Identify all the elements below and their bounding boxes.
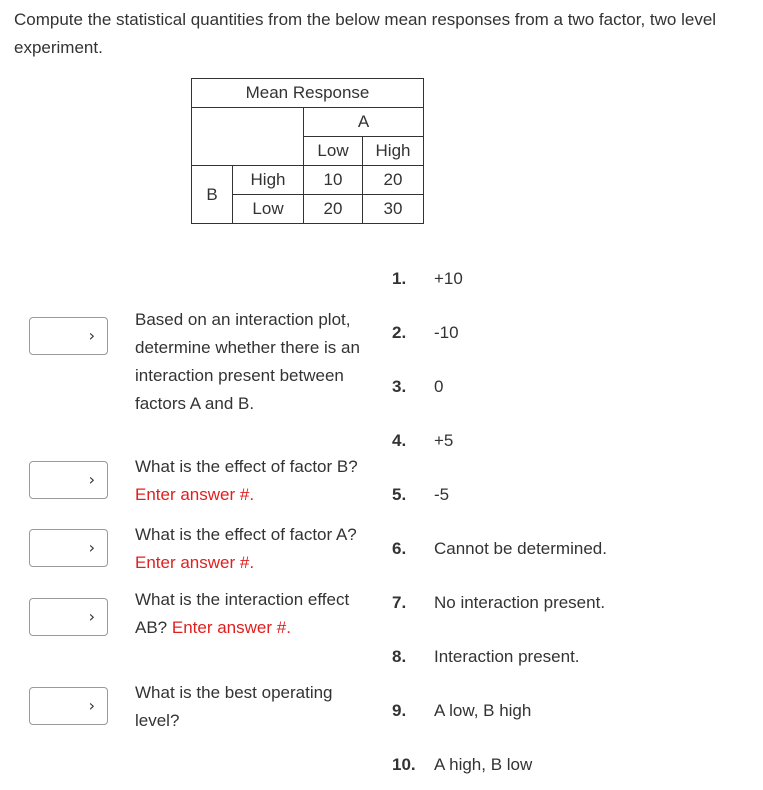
option-label: Cannot be determined. — [434, 539, 607, 558]
question-effect-a — [135, 521, 360, 577]
cell-b-high-a-low: 10 — [304, 166, 363, 195]
cell-b-low-a-high: 30 — [363, 195, 424, 224]
question-hint: Enter answer #. — [135, 553, 255, 572]
question-text: What is the effect of factor A? — [135, 525, 357, 544]
a-level-low: Low — [304, 137, 363, 166]
cell-b-low-a-low: 20 — [304, 195, 363, 224]
option-number: 3. — [392, 377, 407, 396]
chevron-right-icon: › — [88, 470, 95, 489]
chevron-right-icon: › — [88, 326, 95, 345]
table-corner-cell — [192, 108, 304, 166]
question-text: What is the best operating level? — [135, 683, 333, 730]
question-text: What is the interaction effect AB? — [135, 590, 350, 637]
option-number: 6. — [392, 539, 407, 558]
option-label: -10 — [434, 323, 459, 342]
answer-select-effect-ab[interactable] — [29, 598, 108, 636]
option-label: A high, B low — [434, 755, 533, 774]
option-number: 5. — [392, 485, 407, 504]
answer-select-interaction[interactable] — [29, 317, 108, 355]
chevron-right-icon: › — [88, 607, 95, 626]
option-label: Interaction present. — [434, 647, 580, 666]
option-label: +5 — [434, 431, 454, 450]
question-text: Based on an interaction plot, determine whether there is an interaction present between factors A and B. — [135, 310, 360, 413]
question-best-level — [135, 679, 370, 735]
option-label: 0 — [434, 377, 444, 396]
option-label: -5 — [434, 485, 450, 504]
mean-response-table — [191, 78, 424, 224]
option-number: 8. — [392, 647, 407, 666]
cell-b-high-a-high: 20 — [363, 166, 424, 195]
option-label: A low, B high — [434, 701, 532, 720]
b-level-high: High — [233, 166, 304, 195]
option-label: No interaction present. — [434, 593, 606, 612]
option-number: 9. — [392, 701, 407, 720]
answer-select-effect-a[interactable] — [29, 529, 108, 567]
chevron-right-icon: › — [88, 696, 95, 715]
chevron-right-icon: › — [88, 538, 95, 557]
question-effect-ab — [135, 586, 360, 642]
option-number: 2. — [392, 323, 407, 342]
answer-select-best-level[interactable] — [29, 687, 108, 725]
option-label: +10 — [434, 269, 463, 288]
question-interaction — [135, 306, 367, 418]
factor-b-header: B — [192, 166, 233, 224]
question-effect-b — [135, 453, 370, 509]
question-hint: Enter answer #. — [135, 485, 255, 504]
factor-a-header: A — [304, 108, 424, 137]
a-level-high: High — [363, 137, 424, 166]
option-number: 1. — [392, 269, 407, 288]
b-level-low: Low — [233, 195, 304, 224]
option-number: 10. — [392, 755, 416, 774]
question-hint: Enter answer #. — [171, 618, 291, 637]
answer-select-effect-b[interactable] — [29, 461, 108, 499]
question-intro: Compute the statistical quantities from the below mean responses from a two factor, two level experiment. — [14, 10, 717, 57]
option-number: 7. — [392, 593, 407, 612]
option-number: 4. — [392, 431, 407, 450]
question-text: What is the effect of factor B? — [135, 457, 358, 476]
table-title: Mean Response — [192, 79, 424, 108]
